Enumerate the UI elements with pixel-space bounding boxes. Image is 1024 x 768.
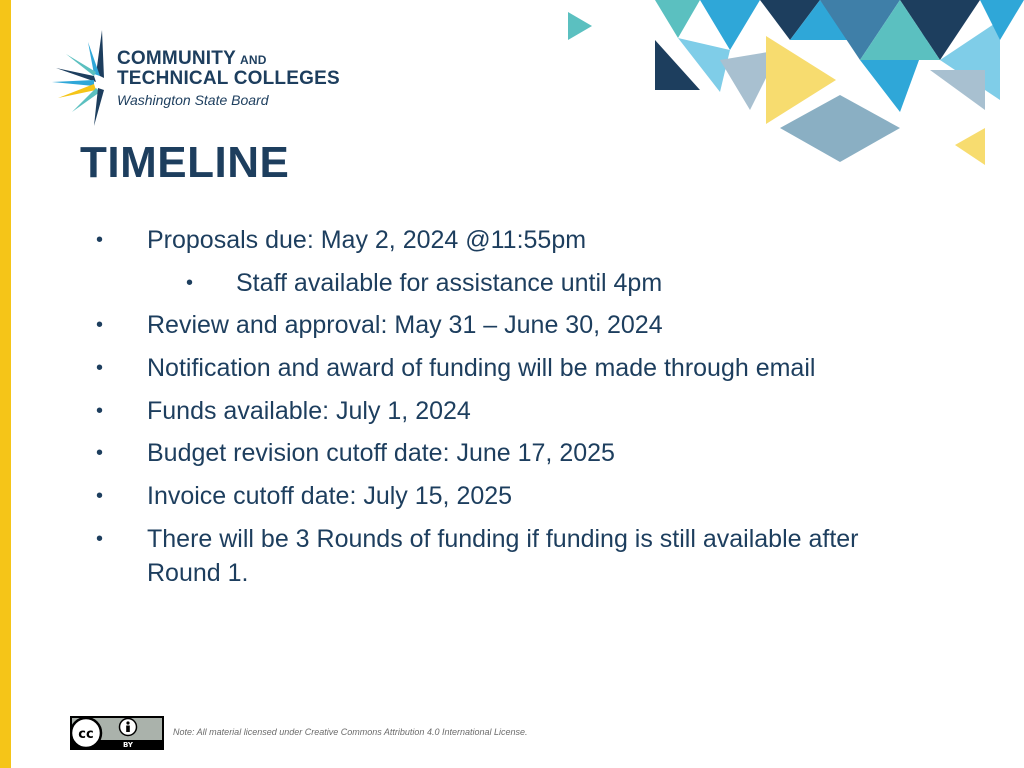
bullet-dot: • [96,229,104,251]
bullet-text: There will be 3 Rounds of funding if funding is still available after Round 1. [147,525,859,587]
slide-title: TIMELINE [80,138,290,187]
bullet-dot: • [186,272,194,294]
bullet-dot: • [96,357,104,379]
bullet-text: Review and approval: May 31 – June 30, 2024 [147,311,663,339]
bullet-text: Notification and award of funding will be made through email [147,354,816,382]
bullet-dot: • [96,528,104,550]
cc-by-license-icon [70,716,164,750]
left-accent-bar [0,0,11,768]
sunburst-logo-icon [48,26,110,130]
bullet-text: Proposals due: May 2, 2024 @11:55pm [147,226,587,254]
bullet-text: Budget revision cutoff date: June 17, 2025 [147,439,615,467]
bullet-text: Funds available: July 1, 2024 [147,397,471,425]
bullet-text: Staff available for assistance until 4pm [236,269,663,297]
license-note: Note: All material licensed under Creative Commons Attribution 4.0 International License. [173,727,528,737]
cc-badge-text: cc [78,727,94,742]
logo-text-line2: TECHNICAL COLLEGES [117,68,340,89]
logo-text-line1: COMMUNITY AND [117,48,267,69]
by-badge-text: BY [122,741,134,749]
logo-text-line3: Washington State Board [117,92,269,108]
org-logo [48,26,348,130]
bullet-dot: • [96,400,104,422]
bullet-dot: • [96,442,104,464]
bullet-dot: • [96,314,104,336]
bullet-text: Invoice cutoff date: July 15, 2025 [147,482,513,510]
bullet-dot: • [96,485,104,507]
